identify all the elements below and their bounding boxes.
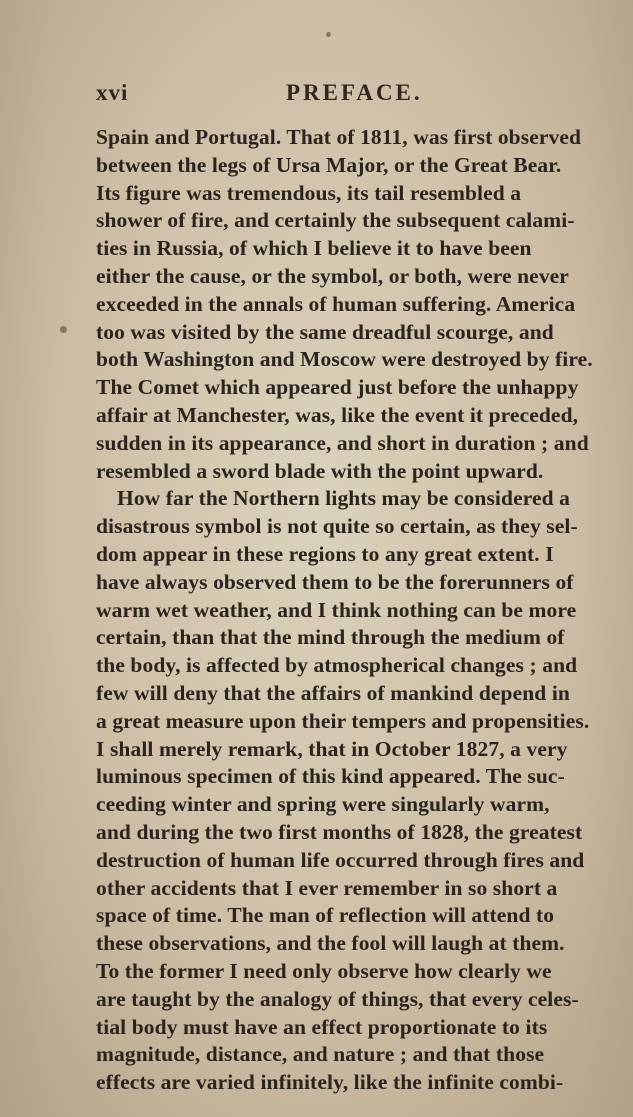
text-line: sudden in its appearance, and short in duration ; and bbox=[96, 430, 589, 455]
body-text bbox=[96, 124, 596, 1097]
ink-speck bbox=[326, 32, 331, 37]
text-line: ceeding winter and spring were singularly warm, bbox=[96, 792, 550, 817]
text-line: resembled a sword blade with the point upward. bbox=[96, 458, 544, 483]
text-line: How far the Northern lights may be considered a bbox=[117, 486, 570, 511]
text-line: tial body must have an effect proportionate to its bbox=[96, 1014, 548, 1039]
text-line: Spain and Portugal. That of 1811, was first observed bbox=[96, 125, 582, 149]
ink-speck bbox=[60, 326, 67, 333]
text-line: Its figure was tremendous, its tail resembled a bbox=[96, 180, 522, 205]
text-line: I shall merely remark, that in October 1827, a very bbox=[96, 736, 568, 761]
text-line: shower of fire, and certainly the subsequent calami- bbox=[96, 208, 575, 233]
running-head: PREFACE. bbox=[286, 80, 423, 105]
text-line: effects are varied infinitely, like the infinite combi- bbox=[96, 1070, 564, 1095]
text-line: magnitude, distance, and nature ; and that those bbox=[96, 1042, 545, 1067]
page-number: xvi bbox=[96, 80, 129, 105]
text-line: space of time. The man of reflection will attend to bbox=[96, 903, 555, 928]
text-line: certain, than that the mind through the medium of bbox=[96, 625, 565, 650]
text-line: these observations, and the fool will laugh at them. bbox=[96, 931, 565, 956]
page-header bbox=[96, 80, 566, 114]
text-line: ties in Russia, of which I believe it to have been bbox=[96, 236, 532, 261]
text-line: both Washington and Moscow were destroyed by fire. bbox=[96, 347, 593, 372]
text-line: warm wet weather, and I think nothing can be more bbox=[96, 597, 577, 622]
text-line: between the legs of Ursa Major, or the Great Bear. bbox=[96, 152, 562, 177]
text-line: either the cause, or the symbol, or both, were never bbox=[96, 263, 569, 288]
text-line: have always observed them to be the forerunners of bbox=[96, 569, 574, 594]
text-line: and during the two first months of 1828, the greatest bbox=[96, 819, 583, 844]
text-line: affair at Manchester, was, like the event it preceded, bbox=[96, 402, 579, 427]
text-line: destruction of human life occurred through fires and bbox=[96, 847, 585, 872]
text-line: To the former I need only observe how clearly we bbox=[96, 958, 552, 983]
text-line: The Comet which appeared just before the unhappy bbox=[96, 375, 579, 400]
text-line: luminous specimen of this kind appeared. The suc- bbox=[96, 764, 565, 789]
text-line: few will deny that the affairs of mankind depend in bbox=[96, 680, 570, 705]
text-line: other accidents that I ever remember in so short a bbox=[96, 875, 558, 900]
text-line: exceeded in the annals of human suffering. America bbox=[96, 291, 576, 316]
text-line: the body, is affected by atmospherical changes ; and bbox=[96, 653, 578, 678]
text-line: a great measure upon their tempers and propensities. bbox=[96, 708, 590, 733]
text-line: too was visited by the same dreadful scourge, and bbox=[96, 319, 554, 344]
text-line: are taught by the analogy of things, that every celes- bbox=[96, 986, 579, 1011]
text-line: disastrous symbol is not quite so certain, as they sel- bbox=[96, 514, 578, 539]
text-line: dom appear in these regions to any great extent. I bbox=[96, 541, 554, 566]
